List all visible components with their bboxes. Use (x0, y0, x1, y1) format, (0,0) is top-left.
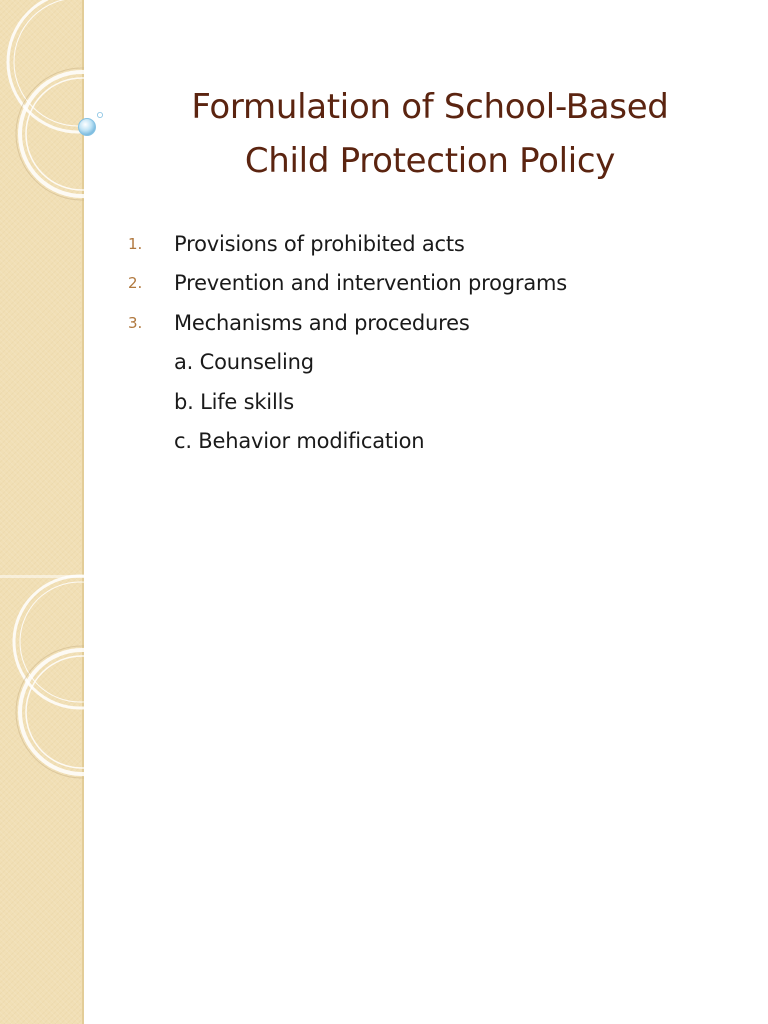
list-item (128, 303, 728, 343)
list-item (128, 224, 728, 264)
list-item-number: 1. (128, 234, 143, 253)
sub-list-item-text: b. Life skills (174, 389, 294, 414)
list-item-text: Provisions of prohibited acts (174, 231, 465, 256)
sub-list-item (128, 382, 728, 422)
title-line-1: Formulation of School-Based (191, 87, 669, 127)
sub-list-item-text: c. Behavior modification (174, 429, 425, 454)
decorative-sidebar (0, 0, 84, 1024)
decorative-rings (0, 0, 84, 1024)
sub-list-item-text: a. Counseling (174, 350, 314, 375)
list-item (128, 264, 728, 304)
sub-list-item (128, 343, 728, 383)
list-item-text: Mechanisms and procedures (174, 310, 470, 335)
ring-bottom-outer (20, 650, 84, 774)
list-item-number: 2. (128, 274, 143, 293)
list-item-text: Prevention and intervention programs (174, 271, 567, 296)
bubble-decoration-icon (72, 110, 112, 140)
bullet-list (128, 224, 728, 461)
slide-title (120, 80, 740, 188)
title-line-2: Child Protection Policy (244, 141, 616, 181)
list-item-number: 3. (128, 313, 143, 332)
sub-list-item (128, 422, 728, 462)
